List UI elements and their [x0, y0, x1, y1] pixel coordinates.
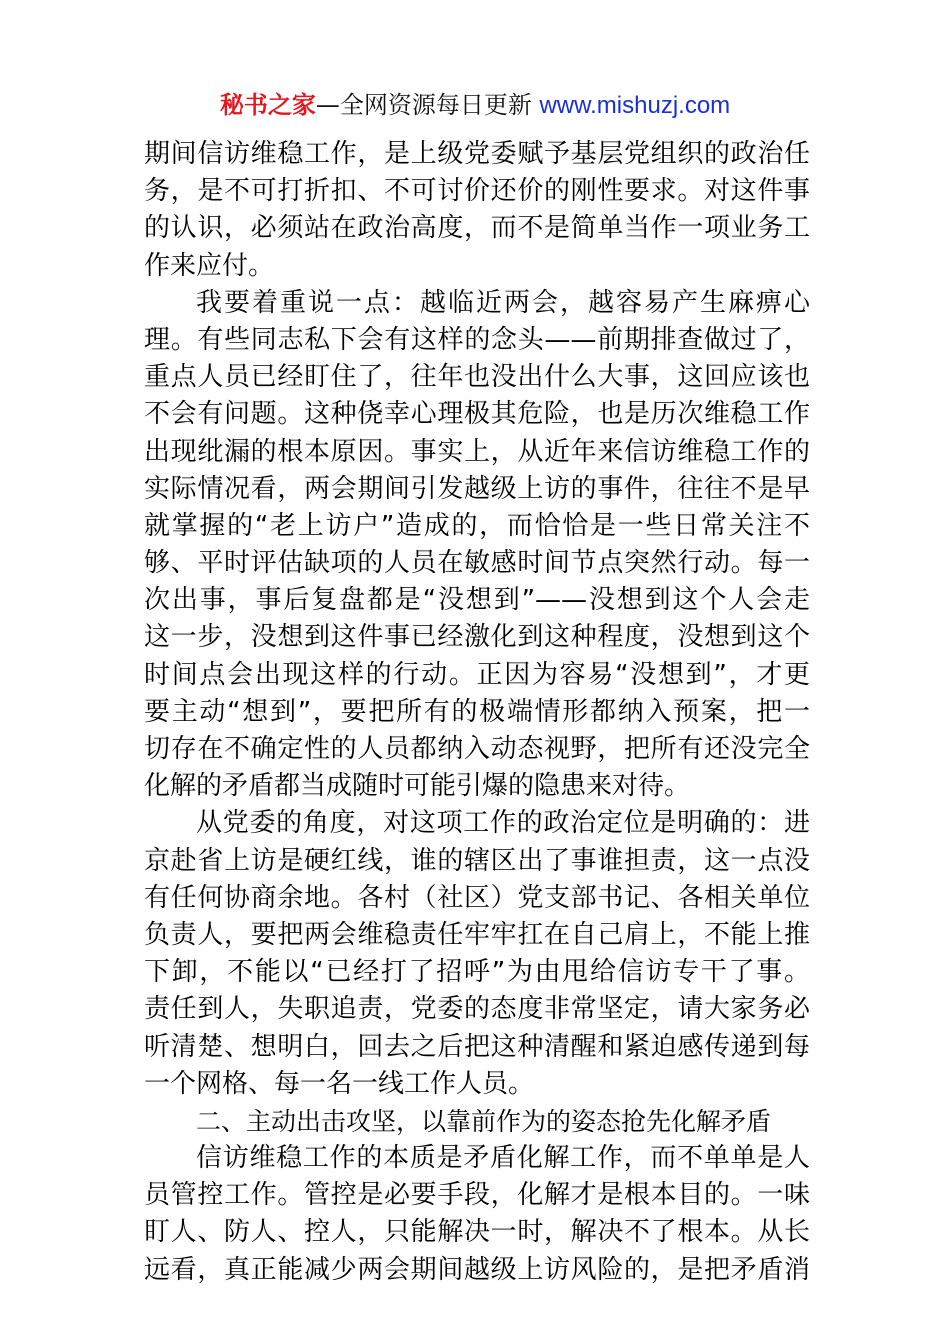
text-line: 盯人、防人、控人，只能解决一时，解决不了根本。从长 [144, 1217, 810, 1248]
text-line: 京赴省上访是硬红线，谁的辖区出了事谁担责，这一点没 [144, 845, 810, 876]
text-line: 的认识，必须站在政治高度，而不是简单当作一项业务工 [144, 213, 810, 244]
text-line: 出现纰漏的根本原因。事实上，从近年来信访维稳工作的 [144, 436, 810, 467]
document-body [144, 136, 810, 1289]
text-line: 远看，真正能减少两会期间越级上访风险的，是把矛盾消 [144, 1254, 810, 1285]
text-line: 负责人，要把两会维稳责任牢牢扛在自己肩上，不能上推 [144, 919, 810, 950]
text-line: 次出事，事后复盘都是“没想到”——没想到这个人会走 [144, 585, 810, 616]
text-line: 够、平时评估缺项的人员在敏感时间节点突然行动。每一 [144, 548, 810, 579]
text-line: 不会有问题。这种侥幸心理极其危险，也是历次维稳工作 [144, 399, 810, 430]
text-line: 就掌握的“老上访户”造成的，而恰恰是一些日常关注不 [144, 510, 810, 541]
text-line: 有任何协商余地。各村（社区）党支部书记、各相关单位 [144, 882, 810, 913]
text-line: 一个网格、每一名一线工作人员。 [144, 1068, 535, 1099]
text-line: 作来应付。 [144, 250, 275, 281]
page-header [0, 88, 950, 123]
text-line: 重点人员已经盯住了，往年也没出什么大事，这回应该也 [144, 362, 810, 393]
text-line: 切存在不确定性的人员都纳入动态视野，把所有还没完全 [144, 734, 810, 764]
text-line: 实际情况看，两会期间引发越级上访的事件，往往不是早 [144, 473, 810, 504]
text-line: 时间点会出现这样的行动。正因为容易“没想到”，才更 [144, 659, 810, 690]
paragraph-first-line: 从党委的角度，对这项工作的政治定位是明确的：进 [196, 808, 810, 839]
text-line: 化解的矛盾都当成随时可能引爆的隐患来对待。 [144, 771, 691, 802]
paragraph-first-line: 信访维稳工作的本质是矛盾化解工作，而不单单是人 [196, 1143, 810, 1174]
text-line: 期间信访维稳工作，是上级党委赋予基层党组织的政治任 [144, 139, 810, 169]
text-line: 这一步，没想到这件事已经激化到这种程度，没想到这个 [144, 622, 810, 653]
header-tagline: —全网资源每日更新 [315, 91, 532, 119]
text-line: 下卸，不能以“已经打了招呼”为由甩给信访专干了事。 [144, 957, 810, 988]
text-line: 听清楚、想明白，回去之后把这种清醒和紧迫感传递到每 [144, 1031, 810, 1062]
text-line: 员管控工作。管控是必要手段，化解才是根本目的。一味 [144, 1180, 810, 1211]
brand-name: 秘书之家 [219, 91, 316, 119]
text-line: 务，是不可打折扣、不可讨价还价的刚性要求。对这件事 [144, 176, 810, 207]
text-line: 要主动“想到”，要把所有的极端情形都纳入预案，把一 [144, 696, 810, 727]
text-line: 责任到人，失职追责，党委的态度非常坚定，请大家务必 [144, 994, 810, 1025]
section-heading: 二、主动出击攻坚，以靠前作为的姿态抢先化解矛盾 [196, 1106, 772, 1136]
site-url-link[interactable]: www.mishuzj.com [539, 92, 731, 119]
paragraph-first-line: 我要着重说一点：越临近两会，越容易产生麻痹心 [196, 287, 810, 318]
text-line: 理。有些同志私下会有这样的念头——前期排查做过了， [144, 324, 810, 355]
